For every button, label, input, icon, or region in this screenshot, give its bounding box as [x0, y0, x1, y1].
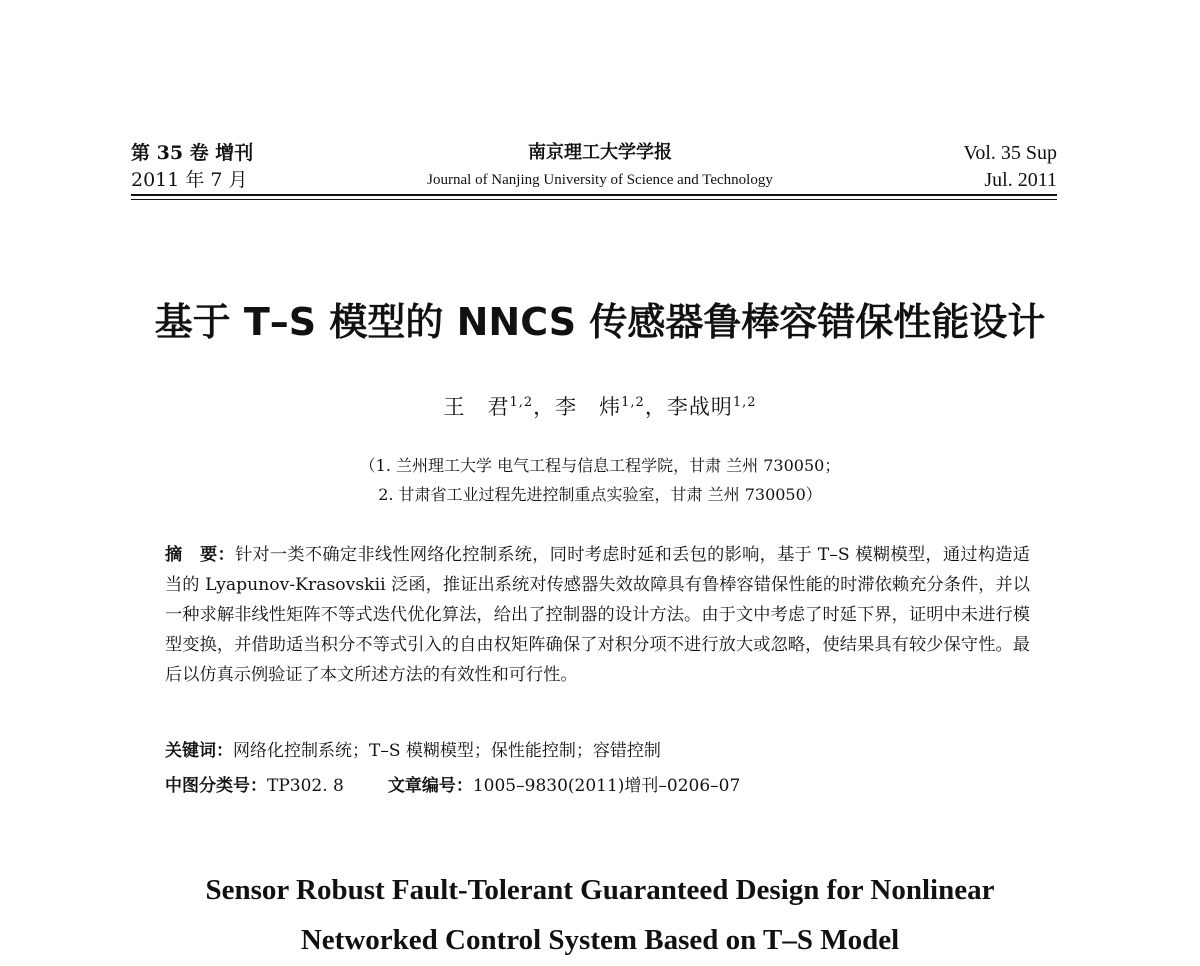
author-affil-sup: 1,2	[621, 395, 645, 410]
article-number-value: 1005–9830(2011)增刊–0206–07	[472, 776, 741, 796]
journal-name-en: Journal of Nanjing University of Science and Technology	[427, 172, 773, 188]
keywords-line	[165, 737, 1030, 765]
affiliation-line: （1. 兰州理工大学 电气工程与信息工程学院，甘肃 兰州 730050；	[359, 456, 841, 475]
author-name: 李 炜	[555, 395, 622, 419]
author-name: 王 君	[443, 395, 510, 419]
abstract-text: 针对一类不确定非线性网络化控制系统，同时考虑时延和丢包的影响，基于 T–S 模糊模型，通过构造适当的 Lyapunov-Krasovskii 泛函，推证出系统对传感器失效故障具有鲁棒容错保性能的时滞依赖充分条件，并以一种求解非线性矩阵不等式迭代优化算法，给出了控制器的设计方法。由于文中考虑了时延下界，证明中未进行模型变换，并借助适当积分不等式引入的自由权矩阵确保了对积分项不进行放大或忽略，使结果具有较少保守性。最后以仿真示例验证了本文所述方法的有效性和可行性。	[165, 545, 1030, 685]
article-number-label: 文章编号：	[387, 776, 473, 796]
abstract-label: 摘 要：	[165, 545, 235, 565]
header-rule-bottom	[131, 199, 1057, 200]
journal-name-cn: 南京理工大学学报	[528, 142, 672, 163]
volume-label-cn: 第 35 卷 增刊	[131, 142, 254, 164]
keywords-text: 网络化控制系统；T–S 模糊模型；保性能控制；容错控制	[233, 741, 661, 761]
paper-title-en-line1: Sensor Robust Fault-Tolerant Guaranteed Design for Nonlinear	[205, 874, 995, 906]
date-label-en: Jul. 2011	[984, 169, 1057, 191]
header-rule-top	[131, 194, 1057, 196]
author-name: 李战明	[666, 395, 733, 419]
abstract-block	[165, 540, 1030, 690]
author-affil-sup: 1,2	[732, 395, 757, 410]
keywords-label: 关键词：	[165, 741, 233, 761]
affiliation-line: 2. 甘肃省工业过程先进控制重点实验室，甘肃 兰州 730050）	[378, 485, 822, 504]
classification-label: 中图分类号：	[165, 776, 267, 796]
volume-label-en: Vol. 35 Sup	[963, 142, 1057, 164]
classification-value: TP302. 8	[267, 776, 344, 796]
paper-title-en-line2: Networked Control System Based on T–S Model	[300, 924, 900, 956]
classification-line	[165, 772, 1030, 800]
author-affil-sup: 1,2	[509, 395, 534, 410]
author-separator: ，	[644, 395, 667, 419]
paper-title-cn: 基于 T–S 模型的 NNCS 传感器鲁棒容错保性能设计	[154, 300, 1046, 344]
author-separator: ，	[533, 395, 556, 419]
date-label-cn: 2011 年 7 月	[131, 169, 248, 191]
author-list	[0, 393, 1200, 421]
